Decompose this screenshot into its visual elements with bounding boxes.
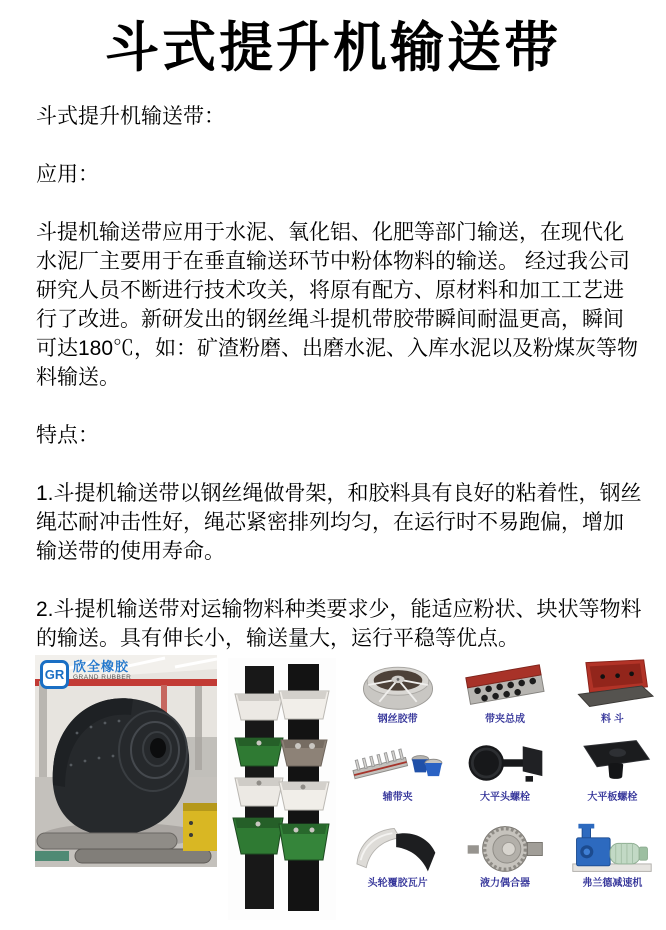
factory-belt-roll-photo: [35, 655, 217, 867]
part-item-flat-head-bolt: [451, 726, 558, 804]
part-caption: 钢丝胶带: [377, 714, 418, 725]
part-caption: 头轮覆胶瓦片: [367, 878, 428, 889]
part-item-steel-cord-belt: [344, 652, 451, 726]
paragraph-subtitle: 斗式提升机输送带：: [36, 105, 225, 128]
head-wheel-rubber-tiles-image: [348, 821, 448, 877]
brand-logo: [40, 660, 131, 689]
flat-plate-bolt-image: [562, 735, 662, 791]
parts-grid: [344, 652, 666, 890]
part-item-flender-reducer: [559, 804, 666, 890]
paragraph-feature-1: 1.斗提机输送带以钢丝绳做骨架，和胶料具有良好的粘着性，钢丝绳芯耐冲击性好，绳芯紧密排列均匀，在运行时不易跑偏，增加输送带的使用寿命。: [36, 482, 642, 563]
aux-belt-clamp-image: [348, 735, 448, 791]
part-caption: 液力偶合器: [479, 878, 530, 889]
part-caption: 大平板螺栓: [587, 792, 638, 803]
logo-chinese-name: 欣全橡胶: [73, 659, 130, 674]
logo-english-name: GRAND RUBBER: [73, 674, 132, 681]
logo-gr-monogram: GR: [40, 660, 69, 689]
part-caption: 辅带夹: [382, 792, 413, 803]
part-caption: 料 斗: [600, 714, 624, 725]
part-item-fluid-coupling: [451, 804, 558, 890]
product-description: [36, 102, 642, 653]
page-title: 斗式提升机输送带: [105, 18, 561, 78]
paragraph-application-body: 斗提机输送带应用于水泥、氧化铝、化肥等部门输送，在现代化水泥厂主要用于在垂直输送环节中粉体物料的输送。 经过我公司研究人员不断进行技术攻关，将原有配方、原材料和加工工艺进行了改进。新研发出的钢丝绳斗提机带胶带瞬间耐温更高，瞬间可达180℃，如：矿渣粉磨、出磨水泥、入库水泥以及粉煤灰等物料输送。: [36, 221, 639, 389]
flender-reducer-image: [562, 821, 662, 877]
elevator-buckets-photo: [228, 658, 336, 920]
steel-cord-belt-image: [348, 657, 448, 713]
image-gallery: [0, 652, 666, 930]
part-item-aux-belt-clamp: [344, 726, 451, 804]
part-item-hopper: [559, 652, 666, 726]
part-caption: 带夹总成: [484, 714, 525, 725]
paragraph-feature-2: 2.斗提机输送带对运输物料种类要求少，能适应粉状、块状等物料的输送。具有伸长小，输送量大，运行平稳等优点。: [36, 598, 642, 650]
part-caption: 大平头螺栓: [479, 792, 530, 803]
paragraph-features-label: 特点：: [36, 424, 99, 447]
hopper-image: [562, 657, 662, 713]
flat-head-bolt-image: [455, 735, 555, 791]
paragraph-application-label: 应用：: [36, 163, 99, 186]
part-caption: 弗兰德减速机: [582, 878, 643, 889]
part-item-flat-plate-bolt: [559, 726, 666, 804]
belt-clamp-assembly-image: [455, 657, 555, 713]
elevator-buckets-illustration: [228, 658, 336, 920]
part-item-belt-clamp-assembly: [451, 652, 558, 726]
part-item-head-wheel-rubber-tiles: [344, 804, 451, 890]
fluid-coupling-image: [455, 821, 555, 877]
logo-text: [73, 660, 131, 681]
